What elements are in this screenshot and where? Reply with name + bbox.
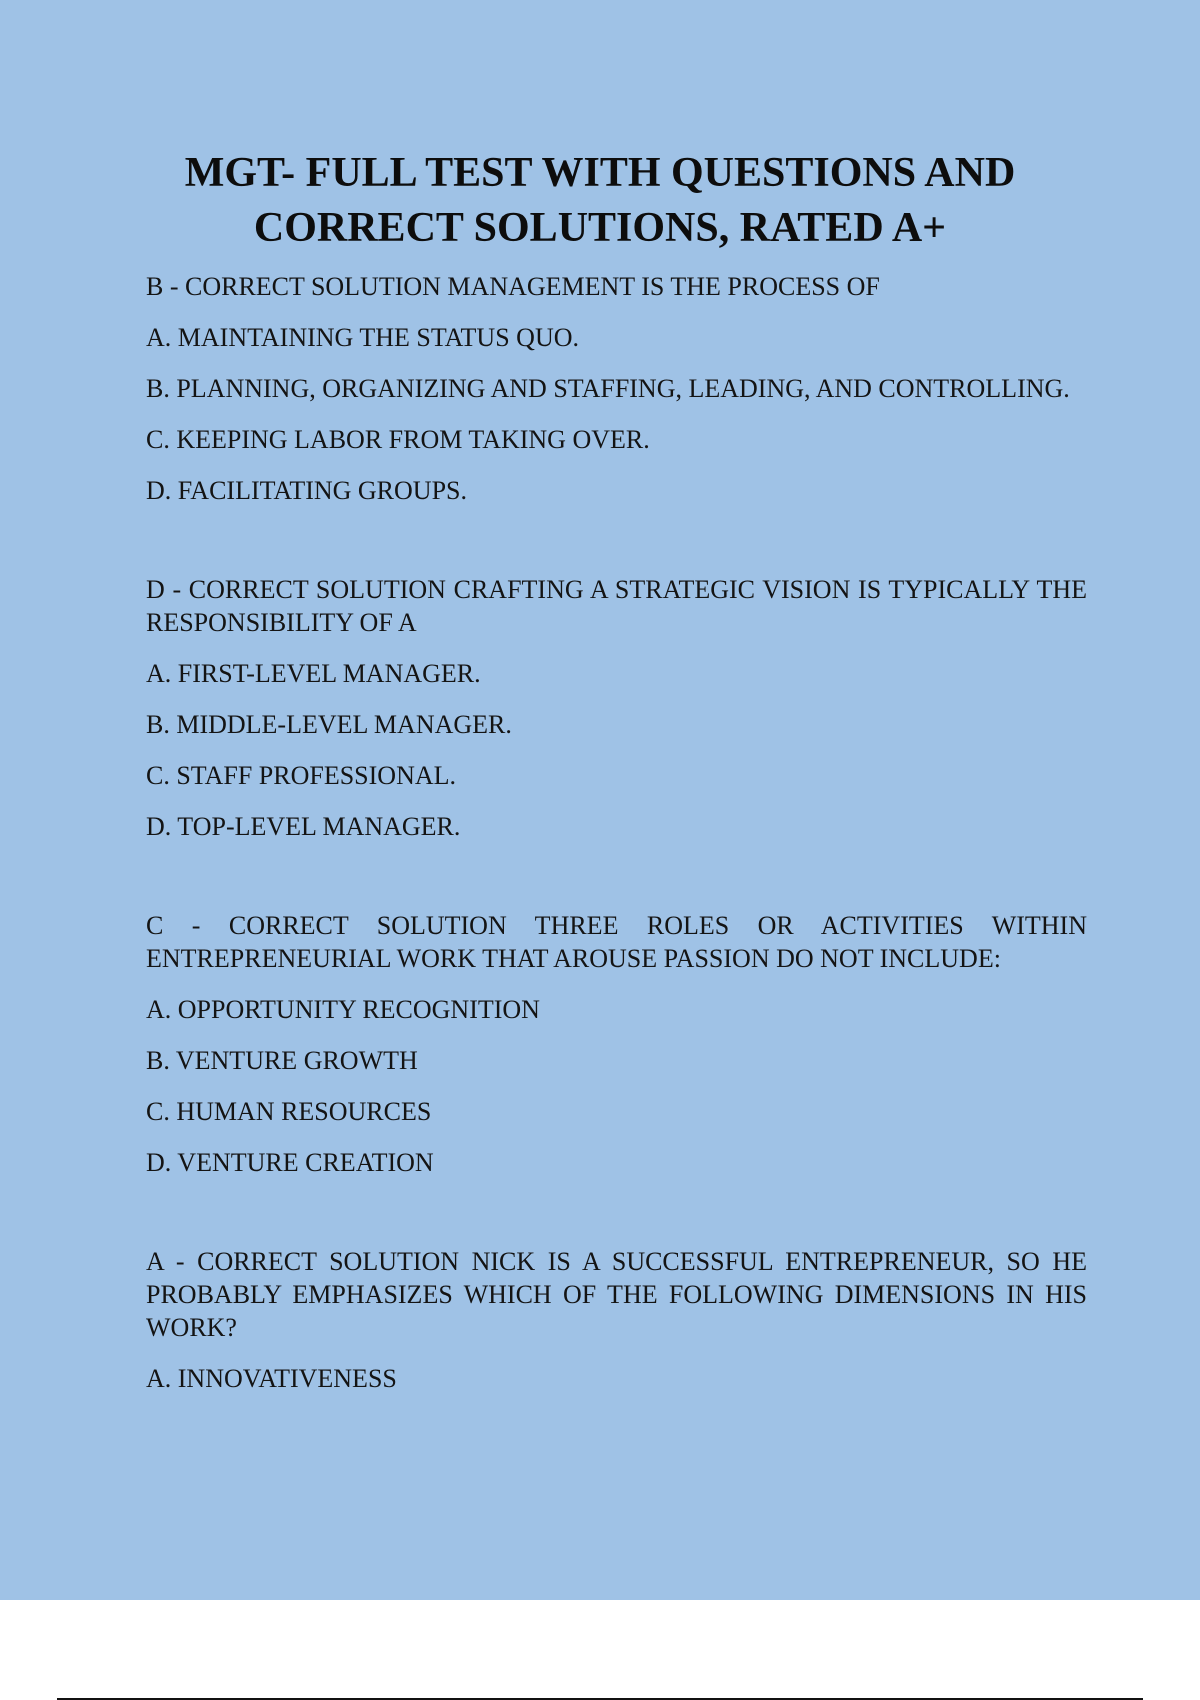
answer-option: B. MIDDLE-LEVEL MANAGER. bbox=[146, 710, 512, 739]
title-line-1: MGT- FULL TEST WITH QUESTIONS AND bbox=[184, 150, 1016, 196]
question-stem: B - CORRECT SOLUTION MANAGEMENT IS THE PROCESS OF bbox=[146, 272, 880, 301]
question-list bbox=[146, 270, 1087, 1413]
answer-option: C. HUMAN RESOURCES bbox=[146, 1097, 432, 1126]
question-4 bbox=[146, 1245, 1087, 1395]
answer-option: A. FIRST-LEVEL MANAGER. bbox=[146, 659, 481, 688]
answer-option: B. VENTURE GROWTH bbox=[146, 1046, 418, 1075]
answer-option: B. PLANNING, ORGANIZING AND STAFFING, LEADING, AND CONTROLLING. bbox=[146, 374, 1070, 403]
answer-option: D. TOP-LEVEL MANAGER. bbox=[146, 812, 461, 841]
question-stem: A - CORRECT SOLUTION NICK IS A SUCCESSFUL ENTREPRENEUR, SO HE PROBABLY EMPHASIZES WHICH OF THE FOLLOWING DIMENSIONS IN HIS WORK? bbox=[146, 1247, 1087, 1342]
question-stem: D - CORRECT SOLUTION CRAFTING A STRATEGIC VISION IS TYPICALLY THE RESPONSIBILITY OF A bbox=[146, 575, 1087, 637]
question-1 bbox=[146, 270, 1087, 507]
answer-option: A. OPPORTUNITY RECOGNITION bbox=[146, 995, 540, 1024]
question-2 bbox=[146, 573, 1087, 843]
answer-option: A. MAINTAINING THE STATUS QUO. bbox=[146, 323, 579, 352]
answer-option: C. STAFF PROFESSIONAL. bbox=[146, 761, 457, 790]
answer-option: C. KEEPING LABOR FROM TAKING OVER. bbox=[146, 425, 650, 454]
document-title bbox=[100, 146, 1100, 256]
question-3 bbox=[146, 909, 1087, 1179]
answer-option: D. FACILITATING GROUPS. bbox=[146, 476, 468, 505]
question-stem: C - CORRECT SOLUTION THREE ROLES OR ACTIVITIES WITHIN ENTREPRENEURIAL WORK THAT AROUSE PASSION DO NOT INCLUDE: bbox=[146, 911, 1087, 973]
answer-option: D. VENTURE CREATION bbox=[146, 1148, 434, 1177]
title-line-2: CORRECT SOLUTIONS, RATED A+ bbox=[253, 205, 947, 251]
answer-option: A. INNOVATIVENESS bbox=[146, 1364, 397, 1393]
